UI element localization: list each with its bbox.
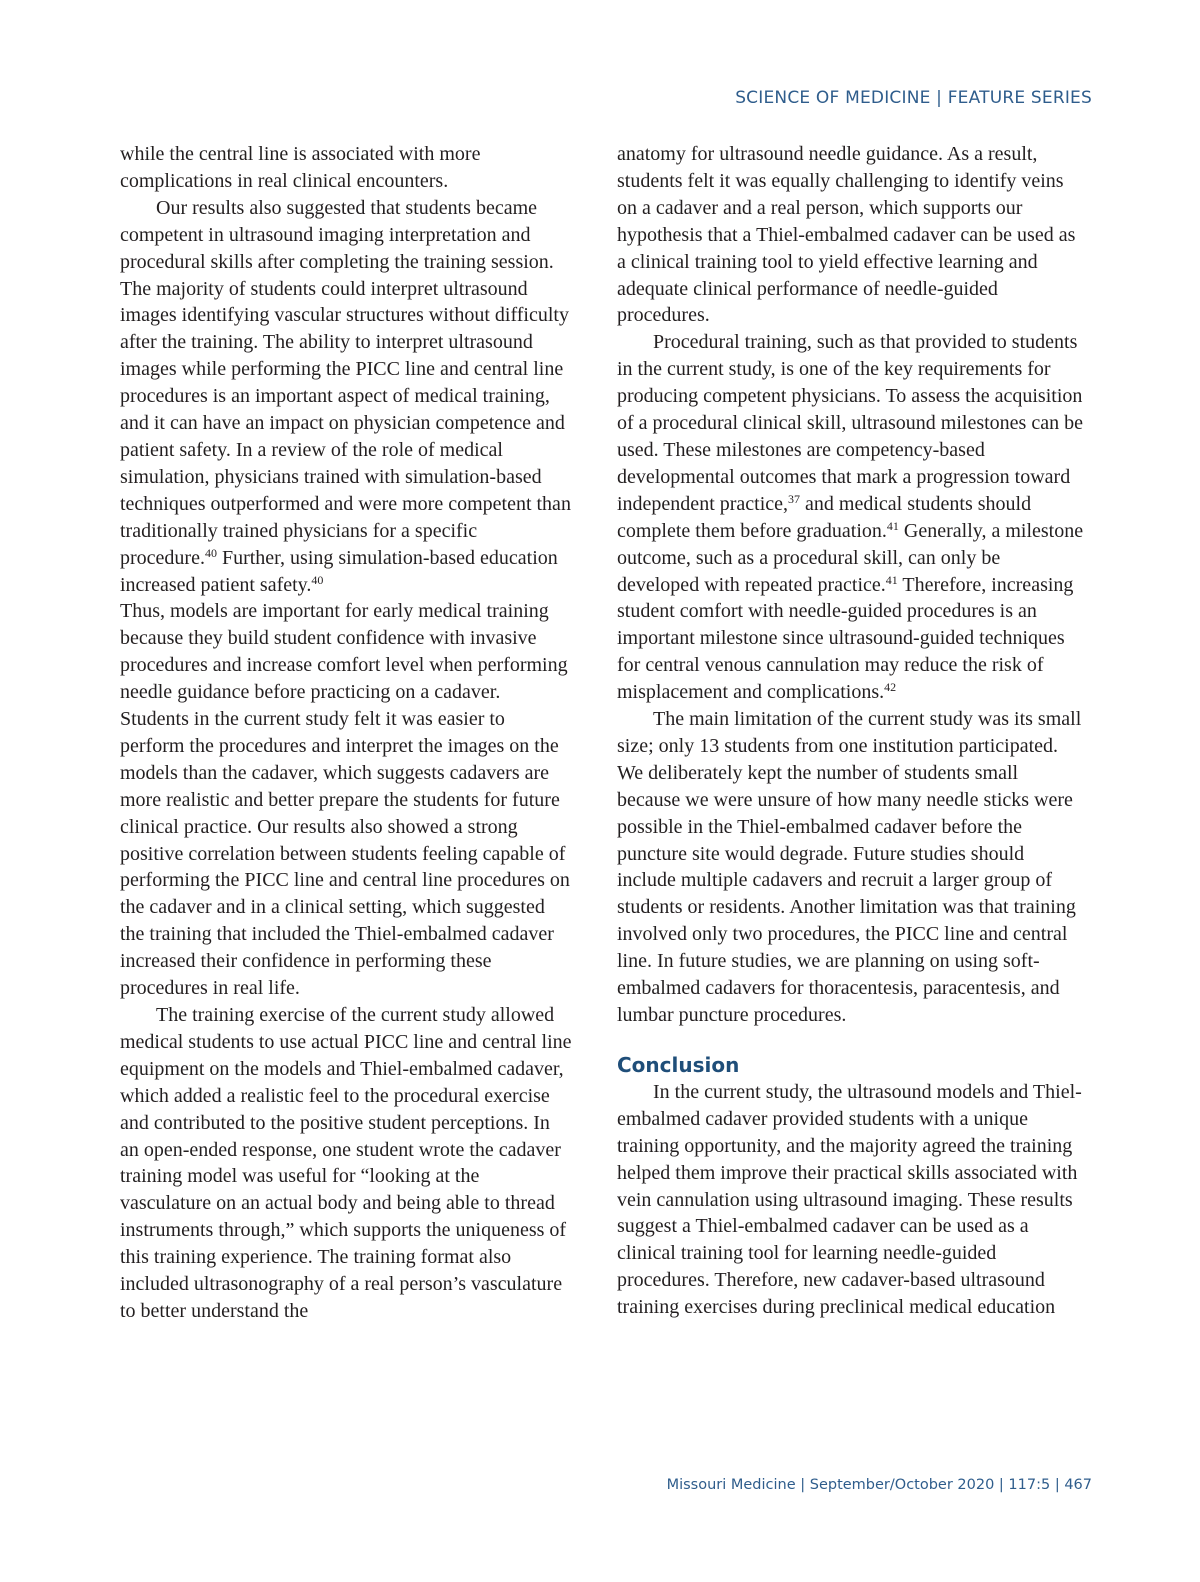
paragraph-text: Generally, a milestone outcome, such as a procedural skill, can only be developed with repeated practice.	[617, 519, 1084, 596]
paragraph	[120, 195, 572, 599]
paragraph-text: and medical students should complete them before graduation.	[617, 492, 1032, 542]
citation-ref: 42	[884, 680, 897, 695]
paragraph: The training exercise of the current study allowed medical students to use actual PICC line and central line equipment on the models and Thiel-embalmed cadaver, which added a realistic feel to the procedural exercise and contributed to the positive student perceptions. In an open-ended response, one student wrote the cadaver training model was useful for “looking at the vasculature on an actual body and being able to thread instruments through,” which supports the uniqueness of this training experience. The training format also included ultrasonography of a real person’s vasculature to better understand the	[120, 1004, 572, 1322]
paragraph: while the central line is associated with more complications in real clinical encounters.	[120, 143, 481, 192]
citation-ref: 40	[311, 572, 324, 587]
right-column	[617, 141, 1085, 1321]
paragraph	[617, 329, 1085, 706]
paragraph-text: Therefore, increasing student comfort with needle-guided procedures is an important milestone since ultrasound-guided techniques for central venous cannulation may reduce the risk of misplacement and complications.	[617, 573, 1074, 704]
citation-ref: 37	[788, 491, 801, 506]
paragraph: In the current study, the ultrasound models and Thiel-embalmed cadaver provided students with a unique training opportunity, and the majority agreed the training helped them improve their practical skills associated with vein cannulation using ultrasound imaging. These results suggest a Thiel-embalmed cadaver can be used as a clinical training tool for learning needle-guided procedures. Therefore, new cadaver-based ultrasound training exercises during preclinical medical education	[617, 1080, 1082, 1319]
paragraph-text: Procedural training, such as that provided to students in the current study, is one of the key requirements for producing competent physicians. To assess the acquisition of a procedural clinical skill, ultrasound milestones can be used. These milestones are competency-based developmental outcomes that mark a progression toward independent practice,	[617, 331, 1083, 515]
page-footer: Missouri Medicine | September/October 2020 | 117:5 | 467	[666, 1477, 1092, 1493]
section-heading-conclusion: Conclusion	[617, 1052, 740, 1077]
running-header: SCIENCE OF MEDICINE | FEATURE SERIES	[735, 88, 1092, 108]
paragraph-text: Further, using simulation-based education increased patient safety.	[120, 546, 558, 596]
paragraph-text: Our results also suggested that students became competent in ultrasound imaging interpretation and procedural skills after completing the training session. The majority of students could interpret ultrasound images identifying vascular structures without difficulty after the training. The ability to interpret ultrasound images while performing the PICC line and central line procedures is an important aspect of medical training, and it can have an impact on physician competence and patient safety. In a review of the role of medical simulation, physicians trained with simulation-based techniques outperformed and were more competent than traditionally trained physicians for a specific procedure.	[120, 196, 571, 569]
paragraph: anatomy for ultrasound needle guidance. As a result, students felt it was equally challenging to identify veins on a cadaver and a real person, which supports our hypothesis that a Thiel-embalmed cadaver can be used as a clinical training tool to yield effective learning and adequate clinical performance of needle-guided procedures.	[617, 143, 1076, 327]
citation-ref: 40	[204, 545, 217, 560]
paragraph: The main limitation of the current study was its small size; only 13 students from one institution participated. We deliberately kept the number of students small because we were unsure of how many needle sticks were possible in the Thiel-embalmed cadaver before the puncture site would degrade. Future studies should include multiple cadavers and recruit a larger group of students or residents. Another limitation was that training involved only two procedures, the PICC line and central line. In future studies, we are planning on using soft-embalmed cadavers for thoracentesis, paracentesis, and lumbar puncture procedures.	[617, 708, 1082, 1026]
citation-ref: 41	[886, 518, 899, 533]
left-column	[120, 141, 572, 1325]
citation-ref: 41	[885, 572, 898, 587]
paragraph: Thus, models are important for early medical training because they build student confidence with invasive procedures and increase comfort level when performing needle guidance before practicing on a cadaver. Students in the current study felt it was easier to perform the procedures and interpret the images on the models than the cadaver, which suggests cadavers are more realistic and better prepare the students for future clinical practice. Our results also showed a strong positive correlation between students feeling capable of performing the PICC line and central line procedures on the cadaver and in a clinical setting, which suggested the training that included the Thiel-embalmed cadaver increased their confidence in performing these procedures in real life.	[120, 600, 570, 1000]
